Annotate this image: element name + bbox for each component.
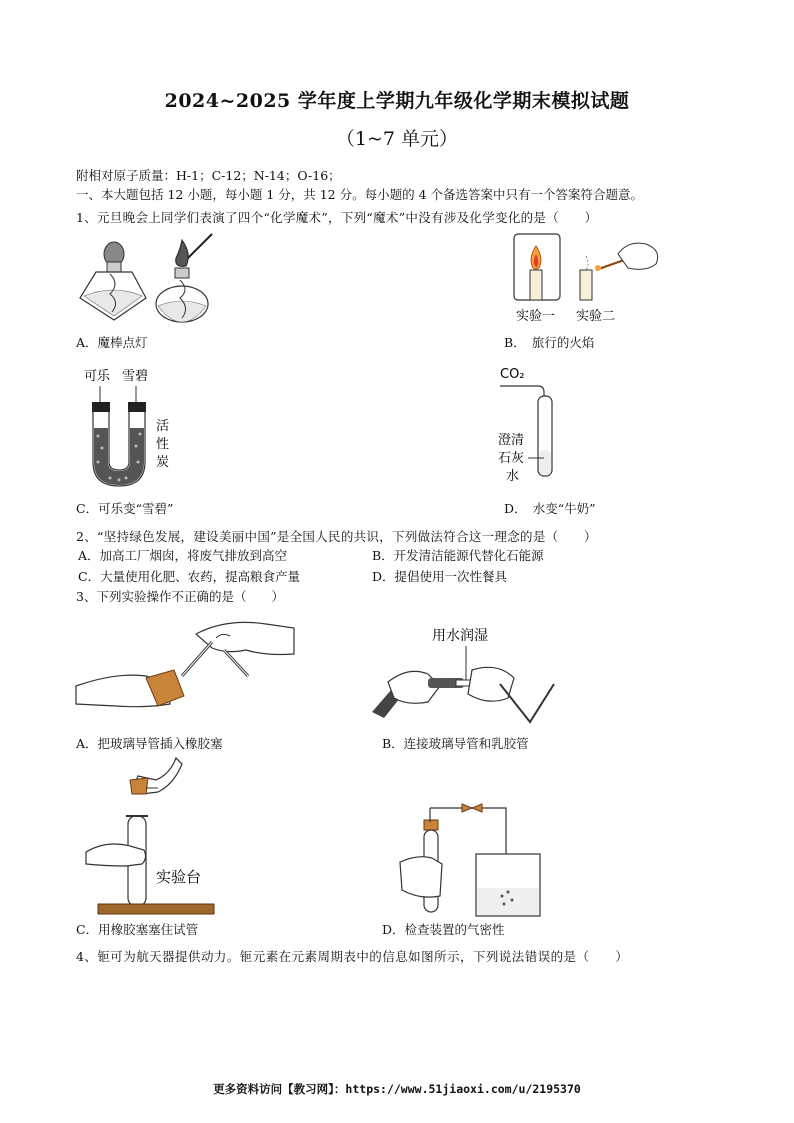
q1-fig-c-side-1: 活 — [156, 419, 170, 434]
q3-fig-b-label: 用水润湿 — [432, 628, 488, 644]
question-1-stem: 1、元旦晚会上同学们表演了四个“化学魔术”，下列“魔术”中没有涉及化学变化的是（ ） — [76, 210, 598, 225]
q1-figure-c-u-tube — [80, 366, 190, 492]
q1-fig-d-side-3: 水 — [506, 469, 520, 484]
q1-option-a: A．魔棒点灯 — [76, 335, 148, 350]
footer-link[interactable]: 更多资料访问【教习网】：https://www.51jiaoxi.com/u/2195370 — [213, 1082, 581, 1096]
q1-option-b: B． 旅行的火焰 — [504, 335, 595, 350]
q3-figure-c-stopper — [86, 754, 226, 918]
q3-figure-b-connect-tube — [368, 622, 558, 730]
q3-option-d: D．检查装置的气密性 — [382, 922, 505, 937]
exam-subtitle: （1~7 单元） — [335, 128, 459, 150]
section-instructions: 一、本大题包括 12 小题，每小题 1 分，共 12 分。每小题的 4 个备选答案中只有一个答案符合题意。 — [76, 187, 644, 202]
q3-option-a: A．把玻璃导管插入橡胶塞 — [76, 736, 223, 751]
q1-fig-b-label-2: 实验二 — [576, 309, 616, 324]
atomic-mass-line: 附相对原子质量：H-1；C-12；N-14；O-16； — [76, 168, 341, 183]
q1-fig-d-co2: CO₂ — [500, 367, 525, 382]
q1-fig-c-side-2: 性 — [156, 437, 170, 452]
q3-option-b: B．连接玻璃导管和乳胶管 — [382, 736, 529, 751]
q1-fig-b-label-1: 实验一 — [516, 309, 556, 324]
q3-figure-a-insert-tube — [76, 614, 296, 726]
question-4-stem: 4、钷可为航天器提供动力。钷元素在元素周期表中的信息如图所示，下列说法错误的是（ ） — [76, 949, 629, 964]
exam-title: 2024~2025 学年度上学期九年级化学期末模拟试题 — [164, 90, 630, 112]
q3-figure-d-airtightness — [398, 800, 548, 920]
question-3-stem: 3、下列实验操作不正确的是（ ） — [76, 589, 284, 604]
q1-fig-c-label-2: 雪碧 — [122, 369, 149, 384]
question-2-stem: 2、“坚持绿色发展，建设美丽中国”是全国人民的共识，下列做法符合这一理念的是（ ） — [76, 529, 597, 544]
q1-figure-d-limewater — [494, 362, 574, 492]
q2-option-b: B．开发清洁能源代替化石能源 — [372, 548, 544, 563]
q2-option-d: D．提倡使用一次性餐具 — [372, 569, 508, 584]
q2-option-a: A．加高工厂烟囱，将废气排放到高空 — [78, 548, 288, 563]
q1-option-c: C．可乐变“雪碧” — [76, 501, 174, 516]
q3-fig-c-label: 实验台 — [156, 868, 202, 886]
q1-option-d: D． 水变“牛奶” — [504, 501, 596, 516]
q3-option-c: C．用橡胶塞塞住试管 — [76, 922, 199, 937]
q1-figure-b-candles — [506, 232, 666, 332]
q2-option-c: C．大量使用化肥、农药，提高粮食产量 — [78, 569, 301, 584]
q1-fig-c-label-1: 可乐 — [84, 369, 111, 384]
q1-fig-d-side-1: 澄清 — [498, 433, 525, 448]
q1-fig-d-side-2: 石灰 — [498, 451, 525, 466]
q1-fig-c-side-3: 炭 — [156, 455, 170, 470]
q1-figure-a-alcohol-lamps — [76, 232, 216, 332]
